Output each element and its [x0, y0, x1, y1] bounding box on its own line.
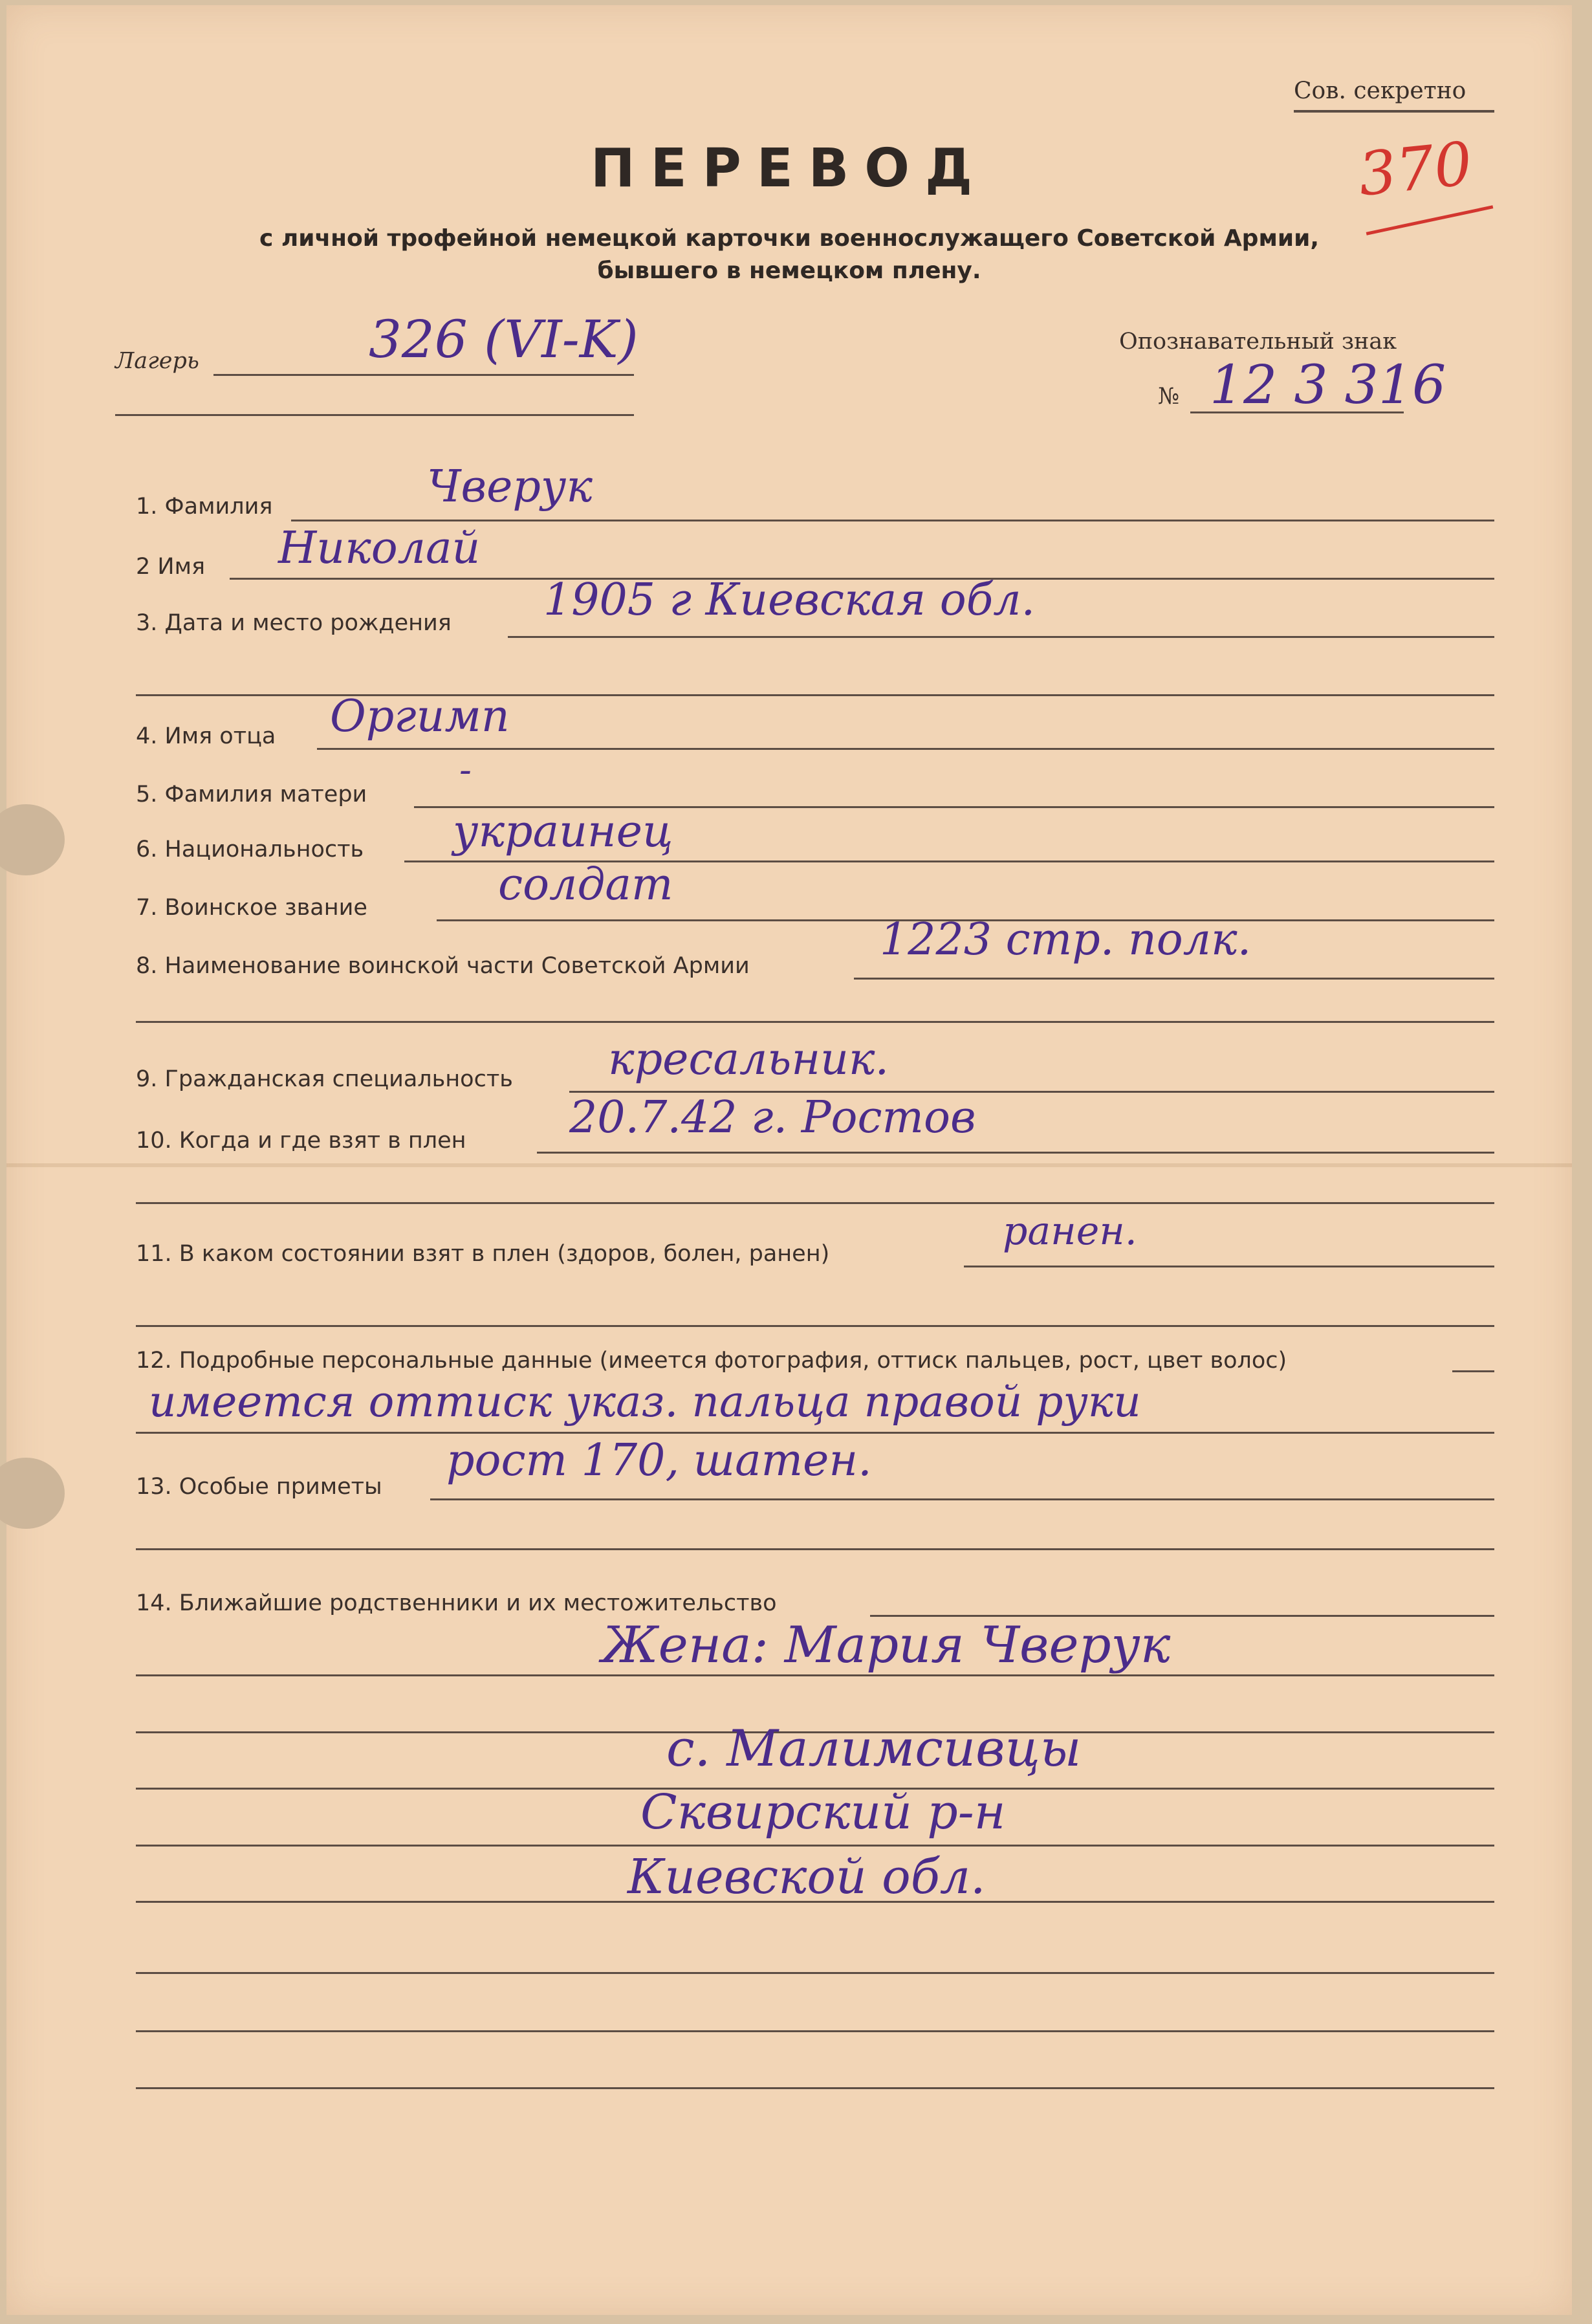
- field-11-label: 11. В каком состоянии взят в плен (здоров, болен, ранен): [136, 1241, 830, 1267]
- relative-district: Сквирский р-н: [640, 1784, 1006, 1840]
- document-subtitle-2: бывшего в немецком плену.: [597, 258, 981, 284]
- field-13-line: [430, 1498, 1494, 1500]
- camp-line-2: [115, 414, 634, 416]
- field-2-value: Николай: [278, 523, 481, 574]
- relative-name: Жена: Мария Чверук: [602, 1616, 1171, 1674]
- field-1-line: [291, 520, 1494, 521]
- document-subtitle-1: с личной трофейной немецкой карточки военнослужащего Советской Армии,: [259, 225, 1320, 252]
- field-5-label: 5. Фамилия матери: [136, 782, 367, 807]
- paper-fold: [6, 1163, 1572, 1167]
- punch-hole-bottom: [0, 1458, 65, 1529]
- field-1-value: Чверук: [427, 461, 593, 512]
- field-14-line-2: [136, 1674, 1494, 1676]
- tag-value: 12 3 316: [1210, 355, 1446, 416]
- field-10-line-2: [136, 1202, 1494, 1204]
- field-7-label: 7. Воинское звание: [136, 895, 367, 921]
- field-10-line: [537, 1152, 1494, 1154]
- classification-mark: Сов. секретно: [1294, 78, 1467, 104]
- field-11-line-2: [136, 1325, 1494, 1327]
- field-13-line-2: [136, 1548, 1494, 1550]
- field-11-line: [964, 1266, 1494, 1267]
- field-12-line: [1452, 1370, 1494, 1372]
- field-6-label: 6. Национальность: [136, 837, 364, 862]
- field-14-label: 14. Ближайшие родственники и их местожительство: [136, 1590, 777, 1616]
- field-14-line-7: [136, 1972, 1494, 1974]
- document-page: [6, 5, 1572, 2315]
- field-9-label: 9. Гражданская специальность: [136, 1066, 513, 1092]
- field-2-label: 2 Имя: [136, 554, 206, 580]
- classification-underline: [1294, 110, 1494, 113]
- field-3-label: 3. Дата и место рождения: [136, 610, 452, 636]
- camp-label: Лагерь: [115, 348, 199, 374]
- field-4-value: Оргимп: [330, 691, 510, 742]
- punch-hole-top: [0, 804, 65, 875]
- field-12-value: имеется оттиск указ. пальца правой руки: [149, 1377, 1141, 1427]
- field-14-line-5: [136, 1845, 1494, 1847]
- archive-number: 370: [1355, 129, 1476, 210]
- field-3-value: 1905 г Киевская обл.: [543, 575, 1036, 626]
- field-14-line-9: [136, 2087, 1494, 2089]
- field-8-line: [854, 978, 1494, 980]
- relative-village: с. Малимсивцы: [666, 1720, 1082, 1778]
- relative-region: Киевской обл.: [627, 1849, 986, 1905]
- field-8-line-2: [136, 1021, 1494, 1023]
- field-12-line-2: [136, 1432, 1494, 1434]
- field-4-label: 4. Имя отца: [136, 723, 276, 749]
- camp-line: [213, 374, 634, 376]
- field-5-value: -: [459, 749, 472, 791]
- field-8-value: 1223 стр. полк.: [880, 914, 1252, 965]
- field-13-label: 13. Особые приметы: [136, 1474, 382, 1500]
- field-9-value: кресальник.: [608, 1034, 889, 1085]
- tag-prefix: №: [1158, 384, 1180, 410]
- field-13-value: рост 170, шатен.: [446, 1435, 872, 1486]
- tag-label: Опознавательный знак: [1119, 329, 1397, 355]
- camp-value: 326 (VI-K): [369, 309, 638, 369]
- field-10-label: 10. Когда и где взят в плен: [136, 1128, 466, 1154]
- field-1-label: 1. Фамилия: [136, 494, 273, 520]
- field-14-line-8: [136, 2030, 1494, 2032]
- field-8-label: 8. Наименование воинской части Советской Армии: [136, 953, 750, 979]
- field-10-value: 20.7.42 г. Ростов: [569, 1092, 976, 1143]
- field-7-value: солдат: [498, 859, 673, 910]
- document-title: ПЕРЕВОД: [591, 138, 988, 199]
- field-11-value: ранен.: [1003, 1209, 1137, 1254]
- field-12-label: 12. Подробные персональные данные (имеется фотография, оттиск пальцев, рост, цвет волос): [136, 1348, 1287, 1374]
- field-3-line: [508, 636, 1494, 638]
- field-6-value: украинец: [453, 806, 673, 857]
- field-4-line: [317, 748, 1494, 750]
